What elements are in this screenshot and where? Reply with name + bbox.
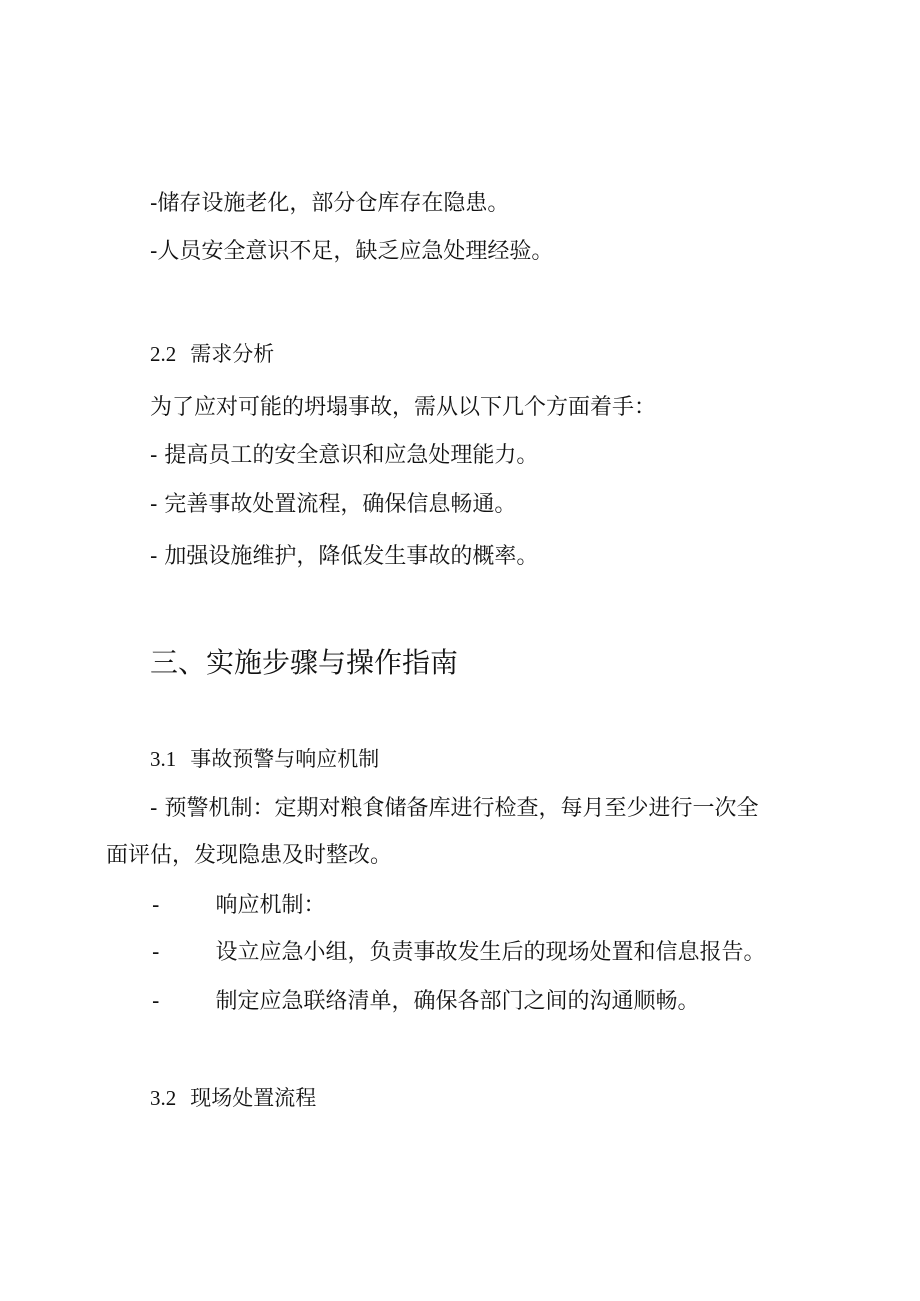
section-number: 3.1 xyxy=(150,747,177,771)
list-item xyxy=(152,938,765,968)
section-title: 现场处置流程 xyxy=(190,1086,317,1110)
list-dash: - xyxy=(152,940,160,965)
list-item: - 完善事故处置流程，确保信息畅通。 xyxy=(150,492,517,517)
list-dash: - xyxy=(150,796,165,821)
list-item-text: 制定应急联络清单，确保各部门之间的沟通顺畅。 xyxy=(215,989,700,1014)
warning-mechanism-line xyxy=(150,794,758,824)
response-label: 响应机制 xyxy=(215,893,304,918)
section-number: 2.2 xyxy=(150,342,177,366)
section-title: 事故预警与响应机制 xyxy=(190,747,380,771)
section-heading-3-1 xyxy=(150,744,379,774)
list-item: -储存设施老化，部分仓库存在隐患。 xyxy=(150,191,510,216)
warning-text: 定期对粮食储备库进行检查，每月至少进行一次全 xyxy=(274,796,759,821)
section-heading-3-2 xyxy=(150,1083,316,1113)
response-mechanism-line xyxy=(152,891,325,921)
list-item-text: 设立应急小组，负责事故发生后的现场处置和信息报告。 xyxy=(215,940,766,965)
label-colon: ： xyxy=(303,893,326,918)
chapter-heading: 三、实施步骤与操作指南 xyxy=(150,646,459,679)
list-dash: - xyxy=(152,893,160,918)
list-dash: - xyxy=(152,989,160,1014)
warning-text-continued: 面评估，发现隐患及时整改。 xyxy=(106,843,393,868)
paragraph: 为了应对可能的坍塌事故，需从以下几个方面着手： xyxy=(150,395,657,420)
list-item: - 加强设施维护，降低发生事故的概率。 xyxy=(150,544,539,569)
list-item: - 提高员工的安全意识和应急处理能力。 xyxy=(150,443,539,468)
list-item: -人员安全意识不足，缺乏应急处理经验。 xyxy=(150,239,554,264)
label-colon: ： xyxy=(252,796,275,821)
list-item xyxy=(152,987,699,1017)
section-heading-2-2 xyxy=(150,339,274,369)
section-title: 需求分析 xyxy=(190,342,275,366)
section-number: 3.2 xyxy=(150,1086,177,1110)
warning-label: 预警机制 xyxy=(164,796,253,821)
